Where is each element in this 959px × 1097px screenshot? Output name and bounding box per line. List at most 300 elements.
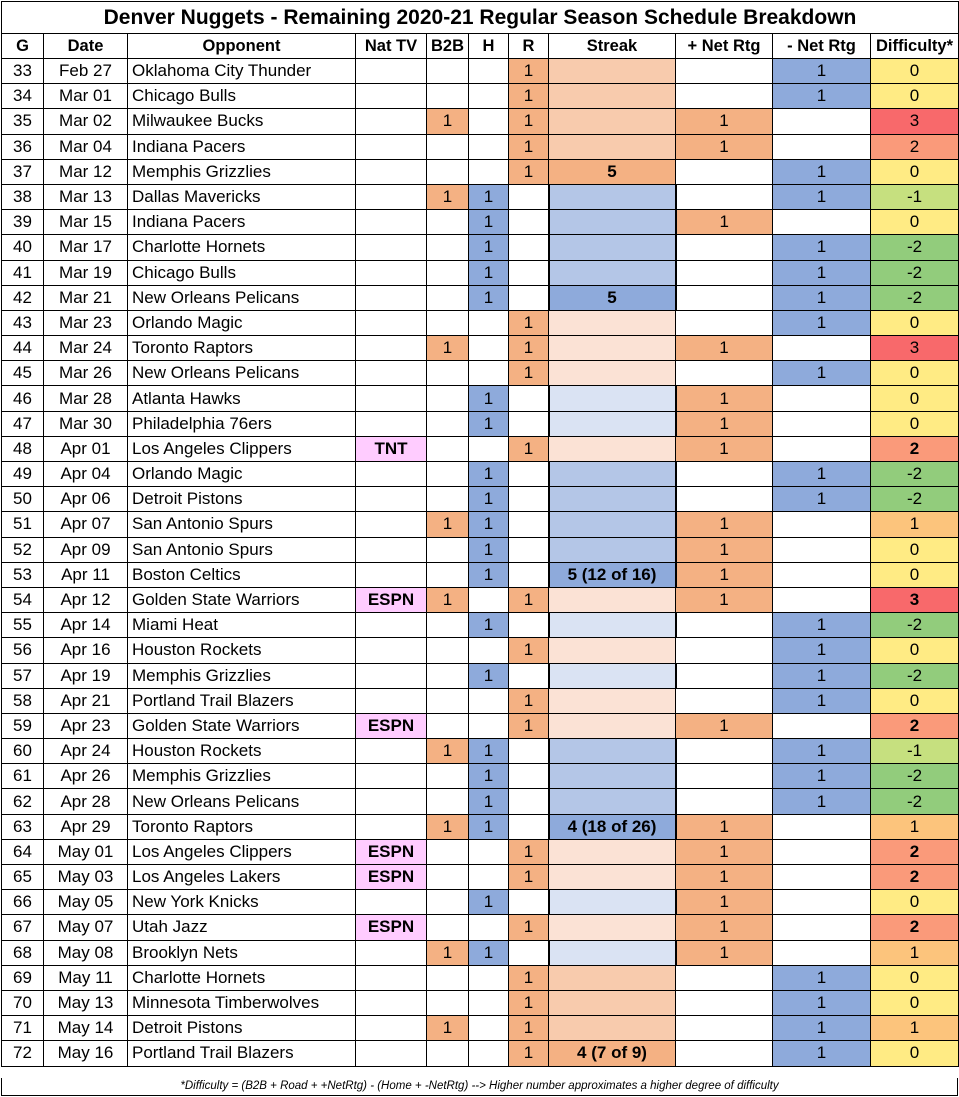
difficulty-cell[interactable]: 0 bbox=[871, 361, 959, 386]
difficulty-cell[interactable]: -2 bbox=[871, 260, 959, 285]
game-number-cell[interactable]: 44 bbox=[2, 336, 44, 361]
streak-cell[interactable] bbox=[549, 436, 676, 461]
opponent-name-cell[interactable]: Golden State Warriors bbox=[128, 587, 356, 612]
game-number-cell[interactable]: 46 bbox=[2, 386, 44, 411]
b2b-flag-cell[interactable] bbox=[427, 688, 469, 713]
b2b-flag-cell[interactable] bbox=[427, 1041, 469, 1066]
b2b-flag-cell[interactable] bbox=[427, 487, 469, 512]
game-date-cell[interactable]: May 13 bbox=[44, 990, 128, 1015]
neg-net-rtg-cell[interactable] bbox=[773, 109, 871, 134]
game-number-cell[interactable]: 34 bbox=[2, 84, 44, 109]
opponent-name-cell[interactable]: Portland Trail Blazers bbox=[128, 1041, 356, 1066]
game-date-cell[interactable]: Apr 26 bbox=[44, 764, 128, 789]
game-date-cell[interactable]: May 11 bbox=[44, 965, 128, 990]
nat-tv-cell[interactable] bbox=[356, 285, 427, 310]
game-number-cell[interactable]: 64 bbox=[2, 839, 44, 864]
game-number-cell[interactable]: 59 bbox=[2, 713, 44, 738]
pos-net-rtg-cell[interactable]: 1 bbox=[676, 814, 773, 839]
home-flag-cell[interactable]: 1 bbox=[469, 386, 509, 411]
home-flag-cell[interactable]: 1 bbox=[469, 260, 509, 285]
streak-cell[interactable] bbox=[549, 865, 676, 890]
nat-tv-cell[interactable] bbox=[356, 814, 427, 839]
home-flag-cell[interactable]: 1 bbox=[469, 411, 509, 436]
pos-net-rtg-cell[interactable]: 1 bbox=[676, 411, 773, 436]
streak-cell[interactable] bbox=[549, 184, 676, 209]
opponent-name-cell[interactable]: Orlando Magic bbox=[128, 462, 356, 487]
difficulty-cell[interactable]: 2 bbox=[871, 915, 959, 940]
streak-cell[interactable]: 5 (12 of 16) bbox=[549, 562, 676, 587]
road-flag-cell[interactable] bbox=[509, 210, 549, 235]
road-flag-cell[interactable] bbox=[509, 512, 549, 537]
difficulty-cell[interactable]: 2 bbox=[871, 865, 959, 890]
streak-cell[interactable] bbox=[549, 990, 676, 1015]
header-nat-tv[interactable]: Nat TV bbox=[356, 34, 427, 59]
game-number-cell[interactable]: 37 bbox=[2, 159, 44, 184]
neg-net-rtg-cell[interactable] bbox=[773, 562, 871, 587]
pos-net-rtg-cell[interactable]: 1 bbox=[676, 713, 773, 738]
opponent-name-cell[interactable]: Milwaukee Bucks bbox=[128, 109, 356, 134]
nat-tv-cell[interactable] bbox=[356, 990, 427, 1015]
b2b-flag-cell[interactable] bbox=[427, 562, 469, 587]
b2b-flag-cell[interactable] bbox=[427, 361, 469, 386]
difficulty-cell[interactable]: 0 bbox=[871, 1041, 959, 1066]
streak-cell[interactable] bbox=[549, 310, 676, 335]
game-number-cell[interactable]: 58 bbox=[2, 688, 44, 713]
streak-cell[interactable] bbox=[549, 59, 676, 84]
road-flag-cell[interactable]: 1 bbox=[509, 965, 549, 990]
opponent-name-cell[interactable]: Charlotte Hornets bbox=[128, 965, 356, 990]
game-date-cell[interactable]: Apr 01 bbox=[44, 436, 128, 461]
nat-tv-cell[interactable]: ESPN bbox=[356, 587, 427, 612]
streak-cell[interactable] bbox=[549, 361, 676, 386]
nat-tv-cell[interactable] bbox=[356, 512, 427, 537]
pos-net-rtg-cell[interactable] bbox=[676, 285, 773, 310]
home-flag-cell[interactable]: 1 bbox=[469, 512, 509, 537]
neg-net-rtg-cell[interactable]: 1 bbox=[773, 965, 871, 990]
pos-net-rtg-cell[interactable] bbox=[676, 990, 773, 1015]
difficulty-cell[interactable]: 1 bbox=[871, 940, 959, 965]
opponent-name-cell[interactable]: New Orleans Pelicans bbox=[128, 285, 356, 310]
game-number-cell[interactable]: 43 bbox=[2, 310, 44, 335]
pos-net-rtg-cell[interactable] bbox=[676, 59, 773, 84]
neg-net-rtg-cell[interactable] bbox=[773, 814, 871, 839]
pos-net-rtg-cell[interactable]: 1 bbox=[676, 336, 773, 361]
nat-tv-cell[interactable] bbox=[356, 361, 427, 386]
opponent-name-cell[interactable]: Memphis Grizzlies bbox=[128, 663, 356, 688]
game-number-cell[interactable]: 40 bbox=[2, 235, 44, 260]
neg-net-rtg-cell[interactable] bbox=[773, 940, 871, 965]
game-date-cell[interactable]: Mar 02 bbox=[44, 109, 128, 134]
home-flag-cell[interactable]: 1 bbox=[469, 890, 509, 915]
opponent-name-cell[interactable]: Utah Jazz bbox=[128, 915, 356, 940]
streak-cell[interactable] bbox=[549, 386, 676, 411]
game-number-cell[interactable]: 66 bbox=[2, 890, 44, 915]
b2b-flag-cell[interactable]: 1 bbox=[427, 184, 469, 209]
difficulty-cell[interactable]: -2 bbox=[871, 487, 959, 512]
header-b2b[interactable]: B2B bbox=[427, 34, 469, 59]
neg-net-rtg-cell[interactable]: 1 bbox=[773, 613, 871, 638]
pos-net-rtg-cell[interactable]: 1 bbox=[676, 386, 773, 411]
pos-net-rtg-cell[interactable]: 1 bbox=[676, 839, 773, 864]
opponent-name-cell[interactable]: Memphis Grizzlies bbox=[128, 764, 356, 789]
pos-net-rtg-cell[interactable]: 1 bbox=[676, 890, 773, 915]
difficulty-cell[interactable]: 0 bbox=[871, 386, 959, 411]
difficulty-cell[interactable]: 0 bbox=[871, 537, 959, 562]
game-number-cell[interactable]: 49 bbox=[2, 462, 44, 487]
game-date-cell[interactable]: Apr 29 bbox=[44, 814, 128, 839]
nat-tv-cell[interactable] bbox=[356, 210, 427, 235]
home-flag-cell[interactable] bbox=[469, 587, 509, 612]
game-number-cell[interactable]: 53 bbox=[2, 562, 44, 587]
pos-net-rtg-cell[interactable] bbox=[676, 184, 773, 209]
home-flag-cell[interactable] bbox=[469, 361, 509, 386]
game-date-cell[interactable]: May 01 bbox=[44, 839, 128, 864]
pos-net-rtg-cell[interactable]: 1 bbox=[676, 537, 773, 562]
neg-net-rtg-cell[interactable] bbox=[773, 436, 871, 461]
opponent-name-cell[interactable]: Los Angeles Lakers bbox=[128, 865, 356, 890]
b2b-flag-cell[interactable] bbox=[427, 59, 469, 84]
road-flag-cell[interactable] bbox=[509, 260, 549, 285]
road-flag-cell[interactable] bbox=[509, 537, 549, 562]
game-number-cell[interactable]: 70 bbox=[2, 990, 44, 1015]
difficulty-cell[interactable]: 0 bbox=[871, 688, 959, 713]
streak-cell[interactable] bbox=[549, 336, 676, 361]
home-flag-cell[interactable]: 1 bbox=[469, 613, 509, 638]
opponent-name-cell[interactable]: Miami Heat bbox=[128, 613, 356, 638]
difficulty-cell[interactable]: 0 bbox=[871, 638, 959, 663]
opponent-name-cell[interactable]: Boston Celtics bbox=[128, 562, 356, 587]
game-date-cell[interactable]: Apr 07 bbox=[44, 512, 128, 537]
road-flag-cell[interactable]: 1 bbox=[509, 159, 549, 184]
nat-tv-cell[interactable] bbox=[356, 764, 427, 789]
pos-net-rtg-cell[interactable] bbox=[676, 84, 773, 109]
streak-cell[interactable] bbox=[549, 839, 676, 864]
nat-tv-cell[interactable] bbox=[356, 1041, 427, 1066]
neg-net-rtg-cell[interactable]: 1 bbox=[773, 285, 871, 310]
nat-tv-cell[interactable] bbox=[356, 890, 427, 915]
road-flag-cell[interactable] bbox=[509, 890, 549, 915]
b2b-flag-cell[interactable]: 1 bbox=[427, 109, 469, 134]
road-flag-cell[interactable]: 1 bbox=[509, 915, 549, 940]
streak-cell[interactable] bbox=[549, 713, 676, 738]
game-number-cell[interactable]: 45 bbox=[2, 361, 44, 386]
neg-net-rtg-cell[interactable] bbox=[773, 587, 871, 612]
game-number-cell[interactable]: 69 bbox=[2, 965, 44, 990]
game-date-cell[interactable]: Mar 13 bbox=[44, 184, 128, 209]
game-date-cell[interactable]: Mar 17 bbox=[44, 235, 128, 260]
pos-net-rtg-cell[interactable]: 1 bbox=[676, 915, 773, 940]
difficulty-cell[interactable]: -2 bbox=[871, 764, 959, 789]
home-flag-cell[interactable] bbox=[469, 688, 509, 713]
streak-cell[interactable]: 4 (7 of 9) bbox=[549, 1041, 676, 1066]
opponent-name-cell[interactable]: Oklahoma City Thunder bbox=[128, 59, 356, 84]
opponent-name-cell[interactable]: Indiana Pacers bbox=[128, 134, 356, 159]
difficulty-cell[interactable]: 1 bbox=[871, 814, 959, 839]
neg-net-rtg-cell[interactable]: 1 bbox=[773, 310, 871, 335]
opponent-name-cell[interactable]: Detroit Pistons bbox=[128, 487, 356, 512]
pos-net-rtg-cell[interactable] bbox=[676, 739, 773, 764]
neg-net-rtg-cell[interactable]: 1 bbox=[773, 1041, 871, 1066]
road-flag-cell[interactable] bbox=[509, 562, 549, 587]
streak-cell[interactable] bbox=[549, 134, 676, 159]
nat-tv-cell[interactable] bbox=[356, 84, 427, 109]
home-flag-cell[interactable]: 1 bbox=[469, 739, 509, 764]
road-flag-cell[interactable]: 1 bbox=[509, 839, 549, 864]
neg-net-rtg-cell[interactable] bbox=[773, 210, 871, 235]
opponent-name-cell[interactable]: Dallas Mavericks bbox=[128, 184, 356, 209]
nat-tv-cell[interactable]: ESPN bbox=[356, 915, 427, 940]
difficulty-cell[interactable]: 1 bbox=[871, 512, 959, 537]
home-flag-cell[interactable] bbox=[469, 59, 509, 84]
home-flag-cell[interactable]: 1 bbox=[469, 663, 509, 688]
b2b-flag-cell[interactable] bbox=[427, 839, 469, 864]
home-flag-cell[interactable] bbox=[469, 713, 509, 738]
nat-tv-cell[interactable] bbox=[356, 336, 427, 361]
difficulty-cell[interactable]: 0 bbox=[871, 159, 959, 184]
game-date-cell[interactable]: May 08 bbox=[44, 940, 128, 965]
neg-net-rtg-cell[interactable] bbox=[773, 512, 871, 537]
pos-net-rtg-cell[interactable]: 1 bbox=[676, 210, 773, 235]
home-flag-cell[interactable]: 1 bbox=[469, 210, 509, 235]
b2b-flag-cell[interactable] bbox=[427, 436, 469, 461]
opponent-name-cell[interactable]: San Antonio Spurs bbox=[128, 537, 356, 562]
neg-net-rtg-cell[interactable]: 1 bbox=[773, 361, 871, 386]
streak-cell[interactable] bbox=[549, 1016, 676, 1041]
b2b-flag-cell[interactable]: 1 bbox=[427, 587, 469, 612]
nat-tv-cell[interactable] bbox=[356, 59, 427, 84]
game-number-cell[interactable]: 39 bbox=[2, 210, 44, 235]
road-flag-cell[interactable] bbox=[509, 285, 549, 310]
nat-tv-cell[interactable] bbox=[356, 688, 427, 713]
streak-cell[interactable] bbox=[549, 260, 676, 285]
streak-cell[interactable] bbox=[549, 789, 676, 814]
pos-net-rtg-cell[interactable] bbox=[676, 764, 773, 789]
road-flag-cell[interactable]: 1 bbox=[509, 865, 549, 890]
game-date-cell[interactable]: May 05 bbox=[44, 890, 128, 915]
home-flag-cell[interactable] bbox=[469, 915, 509, 940]
streak-cell[interactable] bbox=[549, 965, 676, 990]
nat-tv-cell[interactable] bbox=[356, 235, 427, 260]
difficulty-cell[interactable]: -1 bbox=[871, 739, 959, 764]
game-number-cell[interactable]: 50 bbox=[2, 487, 44, 512]
game-number-cell[interactable]: 38 bbox=[2, 184, 44, 209]
home-flag-cell[interactable] bbox=[469, 109, 509, 134]
neg-net-rtg-cell[interactable] bbox=[773, 336, 871, 361]
game-date-cell[interactable]: Mar 24 bbox=[44, 336, 128, 361]
game-number-cell[interactable]: 63 bbox=[2, 814, 44, 839]
pos-net-rtg-cell[interactable]: 1 bbox=[676, 436, 773, 461]
b2b-flag-cell[interactable] bbox=[427, 310, 469, 335]
game-date-cell[interactable]: May 16 bbox=[44, 1041, 128, 1066]
nat-tv-cell[interactable] bbox=[356, 260, 427, 285]
b2b-flag-cell[interactable] bbox=[427, 990, 469, 1015]
b2b-flag-cell[interactable] bbox=[427, 159, 469, 184]
streak-cell[interactable] bbox=[549, 512, 676, 537]
home-flag-cell[interactable]: 1 bbox=[469, 537, 509, 562]
home-flag-cell[interactable] bbox=[469, 310, 509, 335]
opponent-name-cell[interactable]: San Antonio Spurs bbox=[128, 512, 356, 537]
b2b-flag-cell[interactable]: 1 bbox=[427, 940, 469, 965]
pos-net-rtg-cell[interactable] bbox=[676, 1041, 773, 1066]
b2b-flag-cell[interactable] bbox=[427, 386, 469, 411]
opponent-name-cell[interactable]: Minnesota Timberwolves bbox=[128, 990, 356, 1015]
game-number-cell[interactable]: 41 bbox=[2, 260, 44, 285]
opponent-name-cell[interactable]: Chicago Bulls bbox=[128, 84, 356, 109]
game-number-cell[interactable]: 36 bbox=[2, 134, 44, 159]
game-date-cell[interactable]: Apr 12 bbox=[44, 587, 128, 612]
pos-net-rtg-cell[interactable] bbox=[676, 310, 773, 335]
difficulty-cell[interactable]: -2 bbox=[871, 462, 959, 487]
neg-net-rtg-cell[interactable]: 1 bbox=[773, 260, 871, 285]
road-flag-cell[interactable] bbox=[509, 789, 549, 814]
difficulty-cell[interactable]: -2 bbox=[871, 663, 959, 688]
nat-tv-cell[interactable]: ESPN bbox=[356, 839, 427, 864]
nat-tv-cell[interactable] bbox=[356, 613, 427, 638]
pos-net-rtg-cell[interactable] bbox=[676, 688, 773, 713]
game-number-cell[interactable]: 35 bbox=[2, 109, 44, 134]
home-flag-cell[interactable]: 1 bbox=[469, 814, 509, 839]
game-date-cell[interactable]: Mar 01 bbox=[44, 84, 128, 109]
home-flag-cell[interactable] bbox=[469, 159, 509, 184]
opponent-name-cell[interactable]: Los Angeles Clippers bbox=[128, 839, 356, 864]
b2b-flag-cell[interactable] bbox=[427, 890, 469, 915]
neg-net-rtg-cell[interactable]: 1 bbox=[773, 638, 871, 663]
neg-net-rtg-cell[interactable]: 1 bbox=[773, 764, 871, 789]
home-flag-cell[interactable]: 1 bbox=[469, 789, 509, 814]
game-date-cell[interactable]: Apr 24 bbox=[44, 739, 128, 764]
nat-tv-cell[interactable] bbox=[356, 310, 427, 335]
home-flag-cell[interactable] bbox=[469, 839, 509, 864]
difficulty-cell[interactable]: 1 bbox=[871, 1016, 959, 1041]
b2b-flag-cell[interactable] bbox=[427, 84, 469, 109]
streak-cell[interactable] bbox=[549, 109, 676, 134]
neg-net-rtg-cell[interactable] bbox=[773, 865, 871, 890]
pos-net-rtg-cell[interactable] bbox=[676, 260, 773, 285]
game-date-cell[interactable]: Mar 23 bbox=[44, 310, 128, 335]
pos-net-rtg-cell[interactable] bbox=[676, 638, 773, 663]
nat-tv-cell[interactable] bbox=[356, 663, 427, 688]
b2b-flag-cell[interactable]: 1 bbox=[427, 1016, 469, 1041]
difficulty-cell[interactable]: 0 bbox=[871, 990, 959, 1015]
nat-tv-cell[interactable] bbox=[356, 411, 427, 436]
road-flag-cell[interactable] bbox=[509, 764, 549, 789]
streak-cell[interactable] bbox=[549, 638, 676, 663]
streak-cell[interactable] bbox=[549, 915, 676, 940]
game-number-cell[interactable]: 71 bbox=[2, 1016, 44, 1041]
streak-cell[interactable] bbox=[549, 663, 676, 688]
game-date-cell[interactable]: Mar 15 bbox=[44, 210, 128, 235]
nat-tv-cell[interactable] bbox=[356, 462, 427, 487]
pos-net-rtg-cell[interactable]: 1 bbox=[676, 512, 773, 537]
home-flag-cell[interactable] bbox=[469, 134, 509, 159]
b2b-flag-cell[interactable] bbox=[427, 764, 469, 789]
header-road[interactable]: R bbox=[509, 34, 549, 59]
nat-tv-cell[interactable] bbox=[356, 940, 427, 965]
game-number-cell[interactable]: 57 bbox=[2, 663, 44, 688]
road-flag-cell[interactable] bbox=[509, 613, 549, 638]
header-g[interactable]: G bbox=[2, 34, 44, 59]
b2b-flag-cell[interactable]: 1 bbox=[427, 739, 469, 764]
b2b-flag-cell[interactable] bbox=[427, 537, 469, 562]
nat-tv-cell[interactable] bbox=[356, 638, 427, 663]
road-flag-cell[interactable]: 1 bbox=[509, 310, 549, 335]
b2b-flag-cell[interactable] bbox=[427, 638, 469, 663]
road-flag-cell[interactable]: 1 bbox=[509, 587, 549, 612]
game-number-cell[interactable]: 55 bbox=[2, 613, 44, 638]
road-flag-cell[interactable]: 1 bbox=[509, 59, 549, 84]
game-number-cell[interactable]: 67 bbox=[2, 915, 44, 940]
road-flag-cell[interactable] bbox=[509, 235, 549, 260]
game-number-cell[interactable]: 62 bbox=[2, 789, 44, 814]
road-flag-cell[interactable]: 1 bbox=[509, 688, 549, 713]
nat-tv-cell[interactable] bbox=[356, 386, 427, 411]
game-date-cell[interactable]: May 03 bbox=[44, 865, 128, 890]
game-date-cell[interactable]: Mar 26 bbox=[44, 361, 128, 386]
opponent-name-cell[interactable]: Los Angeles Clippers bbox=[128, 436, 356, 461]
streak-cell[interactable] bbox=[549, 688, 676, 713]
opponent-name-cell[interactable]: Brooklyn Nets bbox=[128, 940, 356, 965]
road-flag-cell[interactable] bbox=[509, 663, 549, 688]
nat-tv-cell[interactable] bbox=[356, 562, 427, 587]
home-flag-cell[interactable] bbox=[469, 336, 509, 361]
pos-net-rtg-cell[interactable]: 1 bbox=[676, 109, 773, 134]
neg-net-rtg-cell[interactable]: 1 bbox=[773, 462, 871, 487]
pos-net-rtg-cell[interactable] bbox=[676, 613, 773, 638]
neg-net-rtg-cell[interactable]: 1 bbox=[773, 739, 871, 764]
game-date-cell[interactable]: Mar 30 bbox=[44, 411, 128, 436]
b2b-flag-cell[interactable] bbox=[427, 260, 469, 285]
game-date-cell[interactable]: Apr 16 bbox=[44, 638, 128, 663]
game-number-cell[interactable]: 61 bbox=[2, 764, 44, 789]
streak-cell[interactable] bbox=[549, 487, 676, 512]
difficulty-cell[interactable]: 3 bbox=[871, 109, 959, 134]
home-flag-cell[interactable]: 1 bbox=[469, 184, 509, 209]
neg-net-rtg-cell[interactable]: 1 bbox=[773, 487, 871, 512]
nat-tv-cell[interactable] bbox=[356, 109, 427, 134]
difficulty-cell[interactable]: 3 bbox=[871, 336, 959, 361]
opponent-name-cell[interactable]: Atlanta Hawks bbox=[128, 386, 356, 411]
neg-net-rtg-cell[interactable] bbox=[773, 134, 871, 159]
neg-net-rtg-cell[interactable] bbox=[773, 386, 871, 411]
game-number-cell[interactable]: 65 bbox=[2, 865, 44, 890]
opponent-name-cell[interactable]: Golden State Warriors bbox=[128, 713, 356, 738]
road-flag-cell[interactable]: 1 bbox=[509, 361, 549, 386]
difficulty-cell[interactable]: -2 bbox=[871, 235, 959, 260]
streak-cell[interactable] bbox=[549, 587, 676, 612]
neg-net-rtg-cell[interactable] bbox=[773, 537, 871, 562]
header-home[interactable]: H bbox=[469, 34, 509, 59]
game-number-cell[interactable]: 52 bbox=[2, 537, 44, 562]
opponent-name-cell[interactable]: Indiana Pacers bbox=[128, 210, 356, 235]
streak-cell[interactable] bbox=[549, 235, 676, 260]
difficulty-cell[interactable]: 0 bbox=[871, 890, 959, 915]
road-flag-cell[interactable] bbox=[509, 411, 549, 436]
pos-net-rtg-cell[interactable]: 1 bbox=[676, 940, 773, 965]
opponent-name-cell[interactable]: New Orleans Pelicans bbox=[128, 361, 356, 386]
game-number-cell[interactable]: 42 bbox=[2, 285, 44, 310]
b2b-flag-cell[interactable] bbox=[427, 613, 469, 638]
nat-tv-cell[interactable] bbox=[356, 789, 427, 814]
road-flag-cell[interactable] bbox=[509, 184, 549, 209]
home-flag-cell[interactable] bbox=[469, 990, 509, 1015]
road-flag-cell[interactable]: 1 bbox=[509, 1041, 549, 1066]
game-number-cell[interactable]: 48 bbox=[2, 436, 44, 461]
b2b-flag-cell[interactable]: 1 bbox=[427, 814, 469, 839]
opponent-name-cell[interactable]: Houston Rockets bbox=[128, 638, 356, 663]
nat-tv-cell[interactable] bbox=[356, 134, 427, 159]
opponent-name-cell[interactable]: New York Knicks bbox=[128, 890, 356, 915]
b2b-flag-cell[interactable] bbox=[427, 965, 469, 990]
